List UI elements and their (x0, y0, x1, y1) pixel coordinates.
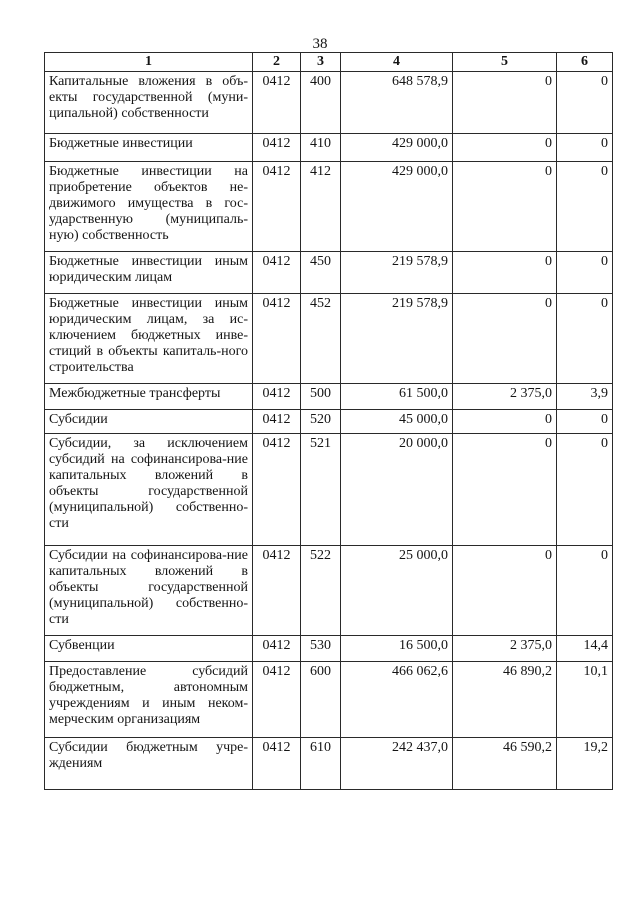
budget-table (44, 52, 613, 790)
row-percent: 0 (557, 162, 613, 252)
table-row (45, 434, 613, 546)
row-percent: 10,1 (557, 662, 613, 738)
row-percent: 0 (557, 72, 613, 134)
header-col-1: 1 (45, 53, 253, 72)
table-row (45, 738, 613, 790)
row-percent: 19,2 (557, 738, 613, 790)
row-actual-value: 0 (453, 546, 557, 636)
row-name: Бюджетные инвестиции иным юридическим лицам (45, 252, 253, 294)
row-plan-value: 429 000,0 (341, 162, 453, 252)
row-name: Бюджетные инвестиции на приобретение объектов не-движимого имущества в гос-ударственную (муниципаль-ную) собственность (45, 162, 253, 252)
table-row (45, 134, 613, 162)
row-plan-value: 219 578,9 (341, 294, 453, 384)
row-name: Предоставление субсидий бюджетным, автономным учреждениям и иным неком-мерческим организациям (45, 662, 253, 738)
row-plan-value: 466 062,6 (341, 662, 453, 738)
row-section-code: 0412 (253, 134, 301, 162)
row-expense-code: 530 (301, 636, 341, 662)
row-name: Субсидии на софинансирова-ние капитальных вложений в объекты государственной (муниципальной) собственно-сти (45, 546, 253, 636)
row-section-code: 0412 (253, 434, 301, 546)
row-actual-value: 46 890,2 (453, 662, 557, 738)
row-actual-value: 0 (453, 294, 557, 384)
row-percent: 0 (557, 134, 613, 162)
table-header-row (45, 53, 613, 72)
row-expense-code: 522 (301, 546, 341, 636)
table-row (45, 384, 613, 410)
row-actual-value: 0 (453, 410, 557, 434)
row-actual-value: 0 (453, 134, 557, 162)
row-name: Субвенции (45, 636, 253, 662)
row-plan-value: 242 437,0 (341, 738, 453, 790)
row-actual-value: 46 590,2 (453, 738, 557, 790)
row-expense-code: 521 (301, 434, 341, 546)
row-name: Субсидии бюджетным учре-ждениям (45, 738, 253, 790)
row-actual-value: 0 (453, 252, 557, 294)
row-section-code: 0412 (253, 252, 301, 294)
table-row (45, 636, 613, 662)
row-plan-value: 20 000,0 (341, 434, 453, 546)
row-expense-code: 400 (301, 72, 341, 134)
header-col-6: 6 (557, 53, 613, 72)
page-number: 38 (312, 36, 328, 52)
header-col-3: 3 (301, 53, 341, 72)
row-section-code: 0412 (253, 636, 301, 662)
row-expense-code: 610 (301, 738, 341, 790)
row-expense-code: 410 (301, 134, 341, 162)
row-actual-value: 0 (453, 434, 557, 546)
row-expense-code: 500 (301, 384, 341, 410)
row-name: Межбюджетные трансферты (45, 384, 253, 410)
row-section-code: 0412 (253, 72, 301, 134)
header-col-5: 5 (453, 53, 557, 72)
row-expense-code: 600 (301, 662, 341, 738)
row-plan-value: 648 578,9 (341, 72, 453, 134)
row-percent: 0 (557, 294, 613, 384)
row-plan-value: 429 000,0 (341, 134, 453, 162)
row-expense-code: 450 (301, 252, 341, 294)
row-actual-value: 2 375,0 (453, 384, 557, 410)
row-percent: 0 (557, 546, 613, 636)
row-actual-value: 0 (453, 162, 557, 252)
row-actual-value: 2 375,0 (453, 636, 557, 662)
row-expense-code: 412 (301, 162, 341, 252)
row-plan-value: 61 500,0 (341, 384, 453, 410)
header-col-2: 2 (253, 53, 301, 72)
row-actual-value: 0 (453, 72, 557, 134)
row-section-code: 0412 (253, 738, 301, 790)
row-section-code: 0412 (253, 410, 301, 434)
row-plan-value: 25 000,0 (341, 546, 453, 636)
table-row (45, 252, 613, 294)
row-name: Субсидии (45, 410, 253, 434)
row-expense-code: 452 (301, 294, 341, 384)
table-row (45, 410, 613, 434)
table-row (45, 72, 613, 134)
table-row (45, 162, 613, 252)
row-percent: 0 (557, 252, 613, 294)
row-percent: 14,4 (557, 636, 613, 662)
row-percent: 0 (557, 410, 613, 434)
row-name: Капитальные вложения в объ-екты государственной (муни-ципальной) собственности (45, 72, 253, 134)
row-section-code: 0412 (253, 162, 301, 252)
table-row (45, 546, 613, 636)
row-name: Бюджетные инвестиции (45, 134, 253, 162)
row-plan-value: 219 578,9 (341, 252, 453, 294)
row-section-code: 0412 (253, 294, 301, 384)
row-plan-value: 16 500,0 (341, 636, 453, 662)
row-section-code: 0412 (253, 546, 301, 636)
row-expense-code: 520 (301, 410, 341, 434)
row-plan-value: 45 000,0 (341, 410, 453, 434)
row-name: Субсидии, за исключением субсидий на софинансирова-ние капитальных вложений в объекты государственной (муниципальной) собственно-сти (45, 434, 253, 546)
row-percent: 3,9 (557, 384, 613, 410)
table-row (45, 662, 613, 738)
row-section-code: 0412 (253, 384, 301, 410)
row-percent: 0 (557, 434, 613, 546)
header-col-4: 4 (341, 53, 453, 72)
row-name: Бюджетные инвестиции иным юридическим лицам, за ис-ключением бюджетных инве-стиций в объекты капиталь-ного строительства (45, 294, 253, 384)
table-row (45, 294, 613, 384)
row-section-code: 0412 (253, 662, 301, 738)
